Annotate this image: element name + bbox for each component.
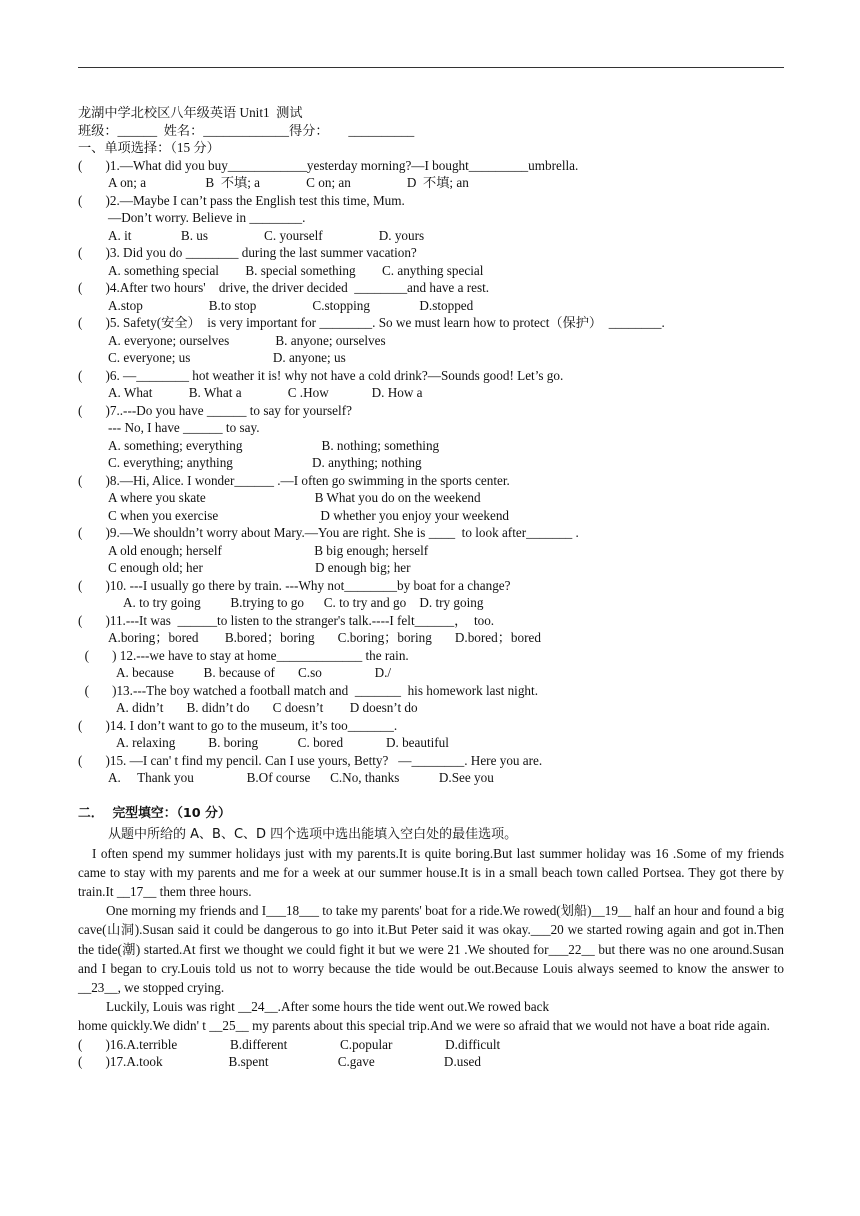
question-line: ( )13.---The boy watched a football match and _______ his homework last night. <box>78 682 538 698</box>
question-line: ( )7..---Do you have ______ to say for yourself? <box>78 402 352 418</box>
section1-heading: 一、单项选择：（15 分） <box>78 140 220 155</box>
question-line: ( ) 12.---we have to stay at home_____________ the rain. <box>78 647 409 663</box>
option-line: C enough old; her D enough big; her <box>108 560 411 575</box>
cloze-paragraph: I often spend my summer holidays just with my parents.It is quite boring.But last summer holiday was 16 .Some of my friends came to stay with my parents and me for a week at our summer house.It is in a small beach town called Portsea. They got there by train.It __17__ them three hours. <box>78 845 784 899</box>
question-line: ( )11.---It was ______to listen to the stranger's talk.----I felt______， too. <box>78 612 495 628</box>
option-line: A. didn’t B. didn’t do C doesn’t D doesn’t do <box>116 700 418 715</box>
option-line: A.boring；bored B.bored；boring C.boring；boring D.bored；bored <box>108 630 541 645</box>
top-rule <box>78 67 784 68</box>
question-line: ( )2.—Maybe I can’t pass the English test this time, Mum. <box>78 192 405 208</box>
cloze-paragraph: One morning my friends and I___18___ to take my parents' boat for a ride.We rowed(划船)__19__ half an hour and found a big cave(山洞).Susan said it could be dangerous to go into it.But Peter said it was okay.___20 we started rowing again and got in.Then the tide(潮) started.At first we thought we could fight it but we were 21 .We shouted for___22__ but there was no one around.Susan and I began to cry.Louis told us not to worry because the tide would be out.Because Louis always seemed to know the answer to __23__, we stopped crying. <box>78 903 784 995</box>
cloze-paragraph: home quickly.We didn' t __25__ my parents about this special trip.And we were so afraid that we would not have a boat ride again. <box>78 1018 770 1034</box>
option-line: A.stop B.to stop C.stopping D.stopped <box>108 297 474 313</box>
question-line: ( )15. —I can' t find my pencil. Can I use yours, Betty? —________. Here you are. <box>78 752 543 768</box>
question-line: ( )5. Safety(安全） is very important for ________. So we must learn how to protect（保护） ________. <box>78 315 665 330</box>
exam-sheet <box>78 104 784 1071</box>
question-line: ( )8.—Hi, Alice. I wonder______ .—I often go swimming in the sports center. <box>78 472 510 488</box>
option-line: A. Thank you B.Of course C.No, thanks D.See you <box>108 770 494 785</box>
section2-heading: 二． 完型填空：（10 分） <box>78 805 231 821</box>
question-line: ( )3. Did you do ________ during the last summer vacation? <box>78 245 417 260</box>
question-line: —Don’t worry. Believe in ________. <box>108 210 306 225</box>
option-line: A. because B. because of C.so D./ <box>116 665 392 680</box>
question-line: ( )9.—We shouldn’t worry about Mary.—You are right. She is ____ to look after_______ . <box>78 525 579 540</box>
question-line: ( )14. I don’t want to go to the museum, it’s too_______. <box>78 717 398 733</box>
cloze-option-line: ( )16.A.terrible B.different C.popular D.difficult <box>78 1036 501 1052</box>
cloze-option-line: ( )17.A.took B.spent C.gave D.used <box>78 1054 481 1070</box>
option-line: A where you skate B What you do on the weekend <box>108 490 481 505</box>
section2-instruction: 从题中所给的 A、B、C、D 四个选项中选出能填入空白处的最佳选项。 <box>108 827 518 842</box>
question-line: ( )6. —________ hot weather it is! why not have a cold drink?—Sounds good! Let’s go. <box>78 367 564 383</box>
option-line: A. What B. What a C .How D. How a <box>108 385 423 400</box>
question-line: --- No, I have ______ to say. <box>108 420 260 435</box>
option-line: A. something; everything B. nothing; something <box>108 437 440 453</box>
option-line: A. to try going B.trying to go C. to try and go D. try going <box>123 595 484 610</box>
option-line: A. it B. us C. yourself D. yours <box>108 227 425 243</box>
question-line: ( )1.—What did you buy____________yesterday morning?—I bought_________umbrella. <box>78 157 579 173</box>
section1-questions <box>78 157 784 787</box>
option-line: A old enough; herself B big enough; herself <box>108 542 429 558</box>
exam-title: 龙湖中学北校区八年级英语 Unit1 测试 <box>78 105 303 120</box>
option-line: C. everything; anything D. anything; nothing <box>108 455 422 470</box>
cloze-paragraph: Luckily, Louis was right __24__.After some hours the tide went out.We rowed back <box>106 999 550 1015</box>
option-line: C when you exercise D whether you enjoy your weekend <box>108 507 510 523</box>
option-line: A on; a B 不填; a C on; an D 不填; an <box>108 175 469 190</box>
option-line: A. everyone; ourselves B. anyone; ourselves <box>108 332 386 348</box>
option-line: A. relaxing B. boring C. bored D. beautiful <box>116 735 449 750</box>
question-line: ( )4.After two hours' drive, the driver decided ________and have a rest. <box>78 280 490 295</box>
student-info-line: 班级：______ 姓名：_____________得分： __________ <box>78 122 415 138</box>
question-line: ( )10. ---I usually go there by train. ---Why not________by boat for a change? <box>78 577 511 593</box>
option-line: C. everyone; us D. anyone; us <box>108 350 346 365</box>
option-line: A. something special B. special something C. anything special <box>108 262 484 278</box>
